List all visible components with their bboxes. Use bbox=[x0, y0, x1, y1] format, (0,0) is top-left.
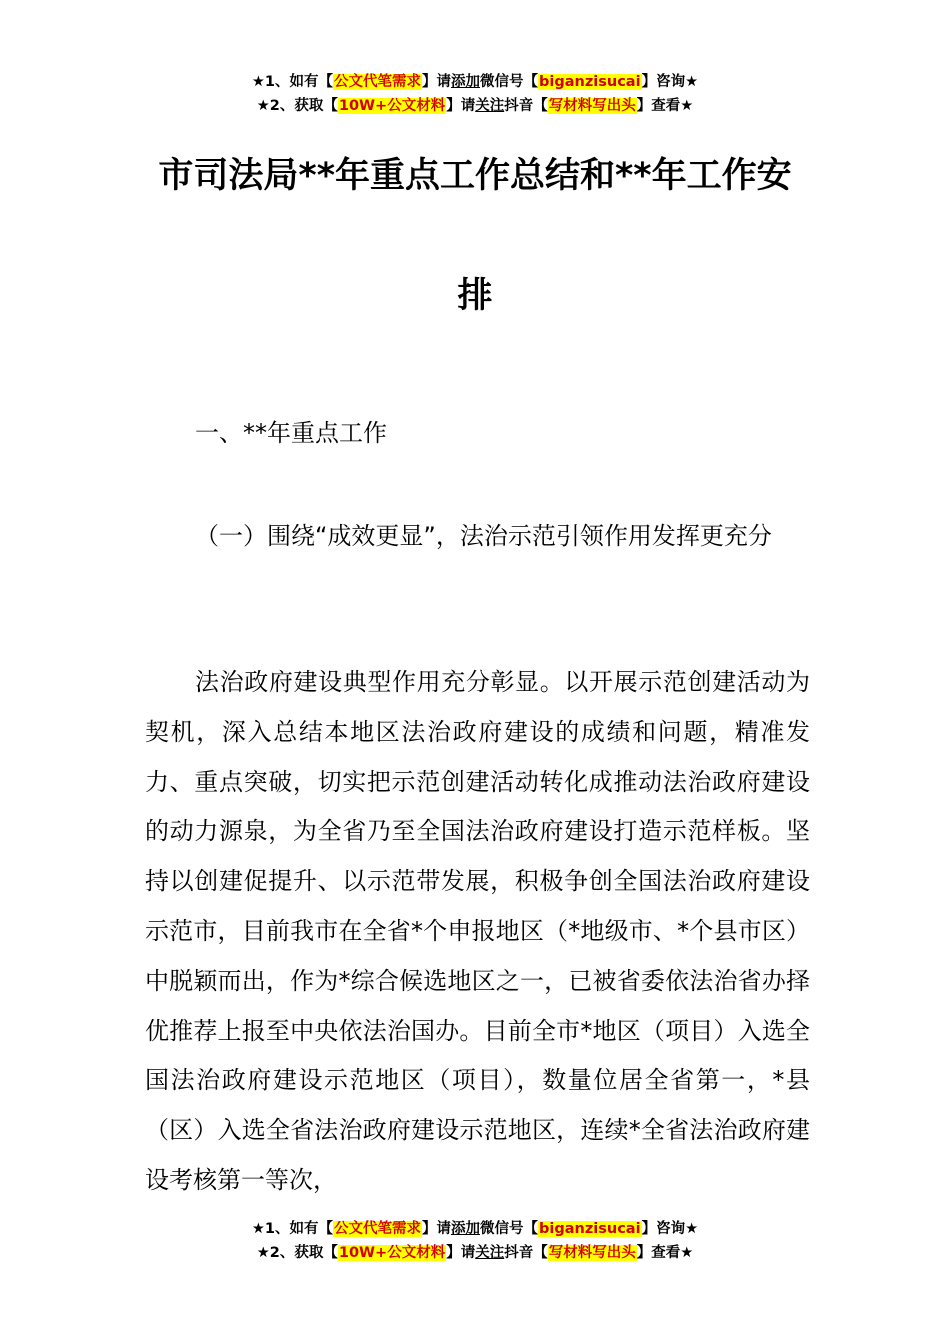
highlight-douyin-id: 写材料写出头 bbox=[548, 1245, 636, 1261]
highlight-materials: 10W+公文材料 bbox=[338, 1245, 446, 1261]
document-title-line-2: 排 bbox=[457, 276, 493, 316]
highlight-douyin-id: 写材料写出头 bbox=[548, 98, 636, 114]
banner-text: 】查看★ bbox=[636, 1245, 694, 1261]
bottom-banner bbox=[0, 1217, 950, 1265]
banner-line-2 bbox=[0, 94, 950, 118]
banner-text: 抖音【 bbox=[504, 1245, 548, 1261]
top-banner bbox=[0, 70, 950, 118]
banner-text: 微信号【 bbox=[480, 1221, 539, 1237]
highlight-wechat-id: biganzisucai bbox=[539, 74, 641, 90]
banner-text: 】请 bbox=[446, 98, 476, 114]
banner-line-1 bbox=[0, 1217, 950, 1241]
banner-text-underlined: 关注 bbox=[475, 98, 505, 114]
banner-text: 抖音【 bbox=[504, 98, 548, 114]
banner-text-underlined: 关注 bbox=[475, 1245, 505, 1261]
banner-text: ★2、获取【 bbox=[256, 98, 338, 114]
banner-text: 】请 bbox=[446, 1245, 476, 1261]
document-title-line-1: 市司法局**年重点工作总结和**年工作安 bbox=[158, 156, 792, 196]
highlight-service: 公文代笔需求 bbox=[334, 74, 422, 90]
banner-text: ★1、如有【 bbox=[251, 74, 334, 90]
banner-line-2 bbox=[0, 1241, 950, 1265]
banner-text: 】请 bbox=[422, 74, 452, 90]
subsection-heading: （一）围绕“成效更显”，法治示范引领作用发挥更充分 bbox=[195, 522, 772, 550]
banner-text: 】咨询★ bbox=[641, 1221, 699, 1237]
banner-text: 】查看★ bbox=[636, 98, 694, 114]
banner-line-1 bbox=[0, 70, 950, 94]
banner-text: 微信号【 bbox=[480, 74, 539, 90]
body-paragraph: 法治政府建设典型作用充分彰显。以开展示范创建活动为契机，深入总结本地区法治政府建设的成绩和问题，精准发力、重点突破，切实把示范创建活动转化成推动法治政府建设的动力源泉，为全省乃至全国法治政府建设打造示范样板。坚持以创建促提升、以示范带发展，积极争创全国法治政府建设示范市，目前我市在全省*个申报地区（*地级市、*个县市区）中脱颖而出，作为*综合候选地区之一，已被省委依法治省办择优推荐上报至中央依法治国办。目前全市*地区（项目）入选全国法治政府建设示范地区（项目），数量位居全省第一，*县（区）入选全省法治政府建设示范地区，连续*全省法治政府建设考核第一等次， bbox=[145, 668, 810, 1194]
banner-text-underlined: 添加 bbox=[451, 74, 481, 90]
banner-text: ★1、如有【 bbox=[251, 1221, 334, 1237]
banner-text: 】请 bbox=[422, 1221, 452, 1237]
banner-text: 】咨询★ bbox=[641, 74, 699, 90]
highlight-service: 公文代笔需求 bbox=[334, 1221, 422, 1237]
section-heading: 一、**年重点工作 bbox=[195, 419, 387, 447]
banner-text-underlined: 添加 bbox=[451, 1221, 481, 1237]
banner-text: ★2、获取【 bbox=[256, 1245, 338, 1261]
highlight-materials: 10W+公文材料 bbox=[338, 98, 446, 114]
highlight-wechat-id: biganzisucai bbox=[539, 1221, 641, 1237]
